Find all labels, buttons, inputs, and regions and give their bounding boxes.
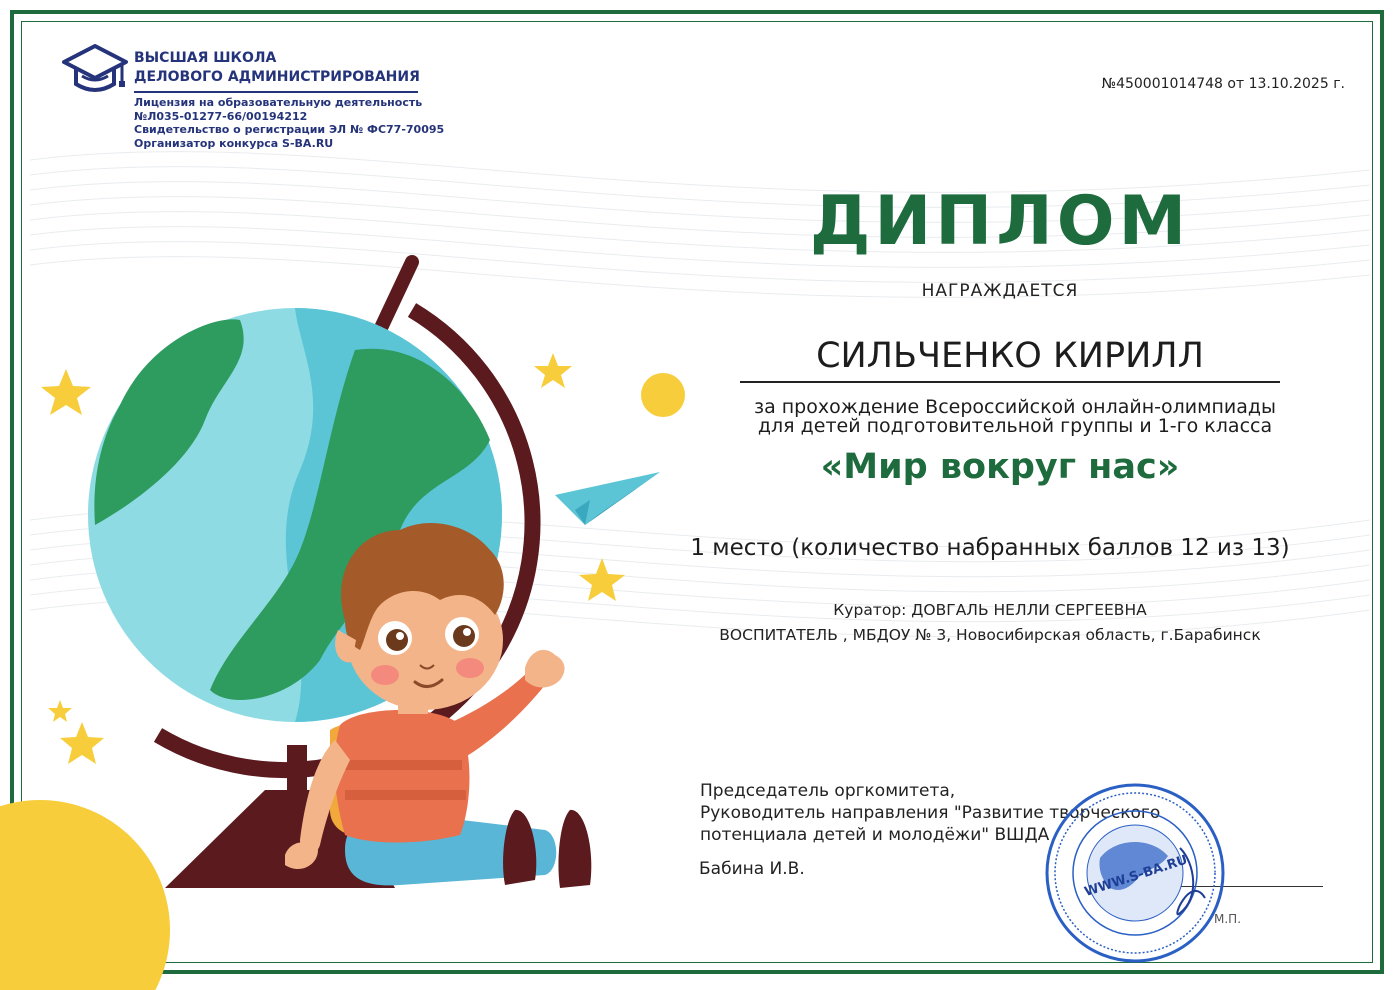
decor-circle bbox=[0, 800, 170, 990]
star-icon bbox=[60, 722, 104, 764]
license-info-line: Организатор конкурса S-BA.RU bbox=[134, 136, 334, 150]
signer-position-line: Председатель оргкомитета, bbox=[700, 781, 956, 801]
license-info-line: №Л035-01277-66/00194212 bbox=[134, 109, 308, 123]
organization-seal bbox=[1040, 778, 1230, 968]
document-number: №450001014748 от 13.10.2025 г. bbox=[1101, 76, 1345, 92]
star-icon bbox=[41, 369, 91, 415]
license-info-line: Свидетельство о регистрации ЭЛ № ФС77-70095 bbox=[134, 123, 445, 136]
curator-line: Куратор: ДОВГАЛЬ НЕЛЛИ СЕРГЕЕВНА bbox=[833, 601, 1147, 619]
contest-name: «Мир вокруг нас» bbox=[820, 447, 1180, 487]
award-reason bbox=[690, 398, 1340, 436]
star-icon bbox=[579, 558, 625, 601]
signer-name: Бабина И.В. bbox=[699, 859, 805, 879]
organization-name-line: ДЕЛОВОГО АДМИНИСТРИРОВАНИЯ bbox=[134, 69, 420, 85]
recipient-underline bbox=[740, 381, 1280, 383]
globe-axis bbox=[380, 262, 412, 330]
signer-position-line: Руководитель направления "Развитие творческого bbox=[700, 803, 1161, 823]
star-icon bbox=[48, 700, 72, 722]
diploma-title: ДИПЛОМ bbox=[809, 182, 1191, 261]
paper-plane-icon bbox=[555, 472, 660, 525]
organization-name-line: ВЫСШАЯ ШКОЛА bbox=[134, 50, 277, 66]
curator-line: ВОСПИТАТЕЛЬ , МБДОУ № 3, Новосибирская область, г.Барабинск bbox=[719, 626, 1261, 644]
recipient-name: СИЛЬЧЕНКО КИРИЛЛ bbox=[816, 336, 1204, 376]
license-info-line: Лицензия на образовательную деятельность bbox=[134, 96, 423, 109]
awarded-label: НАГРАЖДАЕТСЯ bbox=[921, 281, 1079, 301]
award-reason-line: за прохождение Всероссийской онлайн-олимпиады bbox=[753, 396, 1277, 418]
curator-info bbox=[640, 598, 1340, 648]
decor-circle bbox=[641, 373, 685, 417]
award-reason-line: для детей подготовительной группы и 1-го класса bbox=[757, 415, 1273, 437]
seal-text: WWW.S-BA.RU bbox=[1082, 852, 1190, 901]
stamp-place-label: М.П. bbox=[1214, 912, 1242, 926]
signer-position-line: потенциала детей и молодёжи" ВШДА bbox=[700, 825, 1050, 845]
star-icon bbox=[534, 353, 572, 388]
result-place: 1 место (количество набранных баллов 12 из 13) bbox=[690, 535, 1290, 561]
